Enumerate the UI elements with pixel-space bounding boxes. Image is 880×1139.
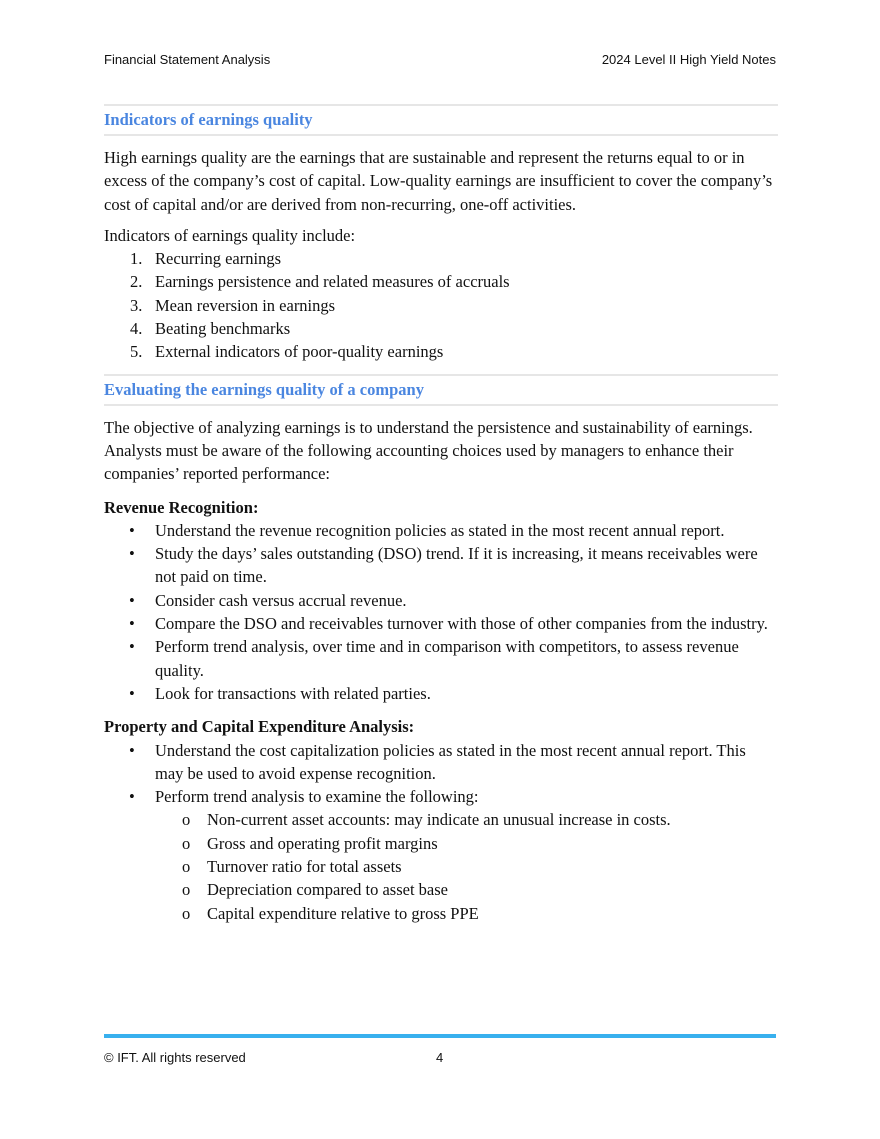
bullet-icon: •: [129, 614, 135, 634]
sub-list-item: [104, 855, 778, 878]
page-number: 4: [436, 1050, 444, 1065]
list-item-text: Understand the revenue recognition policies as stated in the most recent annual report.: [155, 520, 725, 540]
list-item-text: Perform trend analysis to examine the following:: [155, 787, 479, 807]
list-item: [104, 785, 778, 808]
list-item: [104, 317, 778, 340]
list-item: [104, 519, 778, 542]
section2-intro: The objective of analyzing earnings is to understand the persistence and sustainability of earnings. Analysts must be aware of the following accounting choices used by managers to enhance their companies’ reported performance:: [104, 417, 753, 484]
sub-list-item-text: Non-current asset accounts: may indicate an unusual increase in costs.: [207, 810, 671, 830]
revenue-bullet-list: [104, 519, 778, 705]
list-item: [104, 682, 778, 705]
sub-list-item: [104, 808, 778, 831]
list-item-text: Understand the cost capitalization policies as stated in the most recent annual report. This may be used to avoid expense recognition.: [155, 740, 746, 783]
sub-list-item-text: Turnover ratio for total assets: [207, 857, 402, 877]
sub-list-item: [104, 878, 778, 901]
section1-list-intro: Indicators of earnings quality include:: [104, 225, 356, 245]
list-item: [104, 247, 778, 270]
list-item: [104, 612, 778, 635]
trend-analysis-sub-list: [104, 808, 778, 924]
list-number: 5.: [130, 342, 143, 362]
list-item-text: Look for transactions with related parties.: [155, 683, 431, 703]
bullet-icon: •: [129, 637, 135, 657]
list-item: [104, 589, 778, 612]
page-footer: [104, 1050, 776, 1070]
list-item: [104, 270, 778, 293]
hollow-bullet-icon: o: [182, 880, 191, 900]
hollow-bullet-icon: o: [182, 857, 191, 877]
bullet-icon: •: [129, 740, 135, 760]
hollow-bullet-icon: o: [182, 903, 191, 923]
hollow-bullet-icon: o: [182, 810, 191, 830]
list-number: 4.: [130, 319, 143, 339]
list-item-text: Earnings persistence and related measures of accruals: [155, 272, 510, 292]
sub-list-item: [104, 832, 778, 855]
list-number: 1.: [130, 249, 143, 269]
footer-divider: [104, 1034, 776, 1038]
indicators-list: [104, 247, 778, 363]
sub-list-item-text: Depreciation compared to asset base: [207, 880, 448, 900]
list-item-text: Study the days’ sales outstanding (DSO) trend. If it is increasing, it means receivables were not paid on time.: [155, 544, 758, 587]
list-number: 3.: [130, 295, 143, 315]
sub-list-item-text: Gross and operating profit margins: [207, 833, 438, 853]
property-capex-heading: Property and Capital Expenditure Analysis:: [104, 717, 415, 737]
page-header: [104, 52, 776, 72]
bullet-icon: •: [129, 520, 135, 540]
section1-intro: High earnings quality are the earnings that are sustainable and represent the returns equal to or in excess of the company’s cost of capital. Low-quality earnings are insufficient to cover the company’s cost of capital and/or are derived from non-recurring, one-off activities.: [104, 148, 773, 214]
list-item: [104, 635, 778, 682]
bullet-icon: •: [129, 590, 135, 610]
bullet-icon: •: [129, 683, 135, 703]
list-item: [104, 294, 778, 317]
list-number: 2.: [130, 272, 143, 292]
property-bullet-list: [104, 739, 778, 809]
hollow-bullet-icon: o: [182, 833, 191, 853]
sub-list-item-text: Capital expenditure relative to gross PPE: [207, 903, 479, 923]
header-notes-title: 2024 Level II High Yield Notes: [601, 52, 776, 67]
footer-copyright: © IFT. All rights reserved: [104, 1050, 246, 1065]
list-item-text: Beating benchmarks: [155, 319, 291, 339]
page-content: [104, 104, 778, 925]
section-heading-evaluating: Evaluating the earnings quality of a company: [104, 374, 778, 406]
section-heading-indicators: Indicators of earnings quality: [104, 104, 778, 136]
list-item-text: Perform trend analysis, over time and in comparison with competitors, to assess revenue quality.: [155, 637, 739, 680]
list-item-text: Consider cash versus accrual revenue.: [155, 590, 407, 610]
revenue-recognition-heading: Revenue Recognition:: [104, 497, 259, 517]
list-item-text: Mean reversion in earnings: [155, 295, 336, 315]
header-document-title: Financial Statement Analysis: [104, 52, 271, 67]
list-item-text: Compare the DSO and receivables turnover with those of other companies from the industry.: [155, 614, 768, 634]
list-item-text: Recurring earnings: [155, 249, 281, 269]
sub-list-item: [104, 902, 778, 925]
bullet-icon: •: [129, 787, 135, 807]
list-item: [104, 340, 778, 363]
list-item: [104, 542, 778, 589]
bullet-icon: •: [129, 544, 135, 564]
list-item-text: External indicators of poor-quality earnings: [155, 342, 444, 362]
list-item: [104, 739, 778, 786]
